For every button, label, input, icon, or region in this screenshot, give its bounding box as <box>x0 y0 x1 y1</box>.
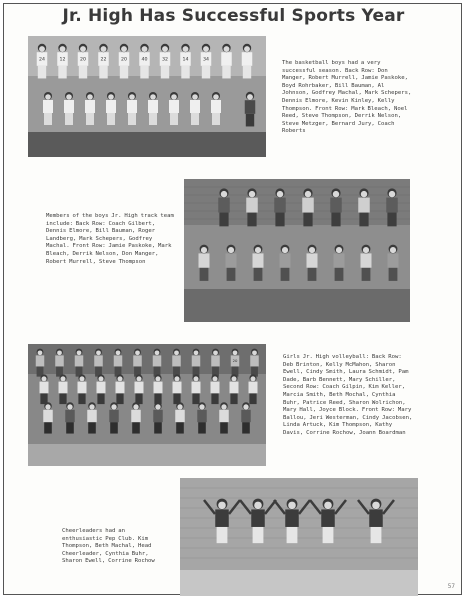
track-athlete <box>226 245 237 281</box>
track-athlete <box>358 188 370 226</box>
basketball-player <box>106 92 116 125</box>
track-athlete <box>334 245 345 281</box>
track-athlete <box>302 188 314 226</box>
track-athlete <box>330 188 342 226</box>
track-team-photo <box>184 179 410 322</box>
jersey-number: 32 <box>161 57 169 63</box>
basketball-player <box>85 92 95 125</box>
volleyball-player <box>250 349 259 377</box>
jersey-number: 24 <box>38 57 46 63</box>
basketball-player <box>98 44 109 79</box>
volleyball-player <box>241 402 251 433</box>
cheerleader <box>285 499 299 544</box>
volleyball-player <box>231 349 240 377</box>
volleyball-player <box>211 374 220 404</box>
track-athlete <box>246 188 258 226</box>
basketball-team-photo <box>28 36 266 157</box>
volleyball-player <box>154 374 163 404</box>
basketball-player <box>78 44 89 79</box>
volleyball-player <box>131 402 141 433</box>
basketball-player <box>148 92 158 125</box>
track-athlete <box>388 245 399 281</box>
cheerleader <box>321 499 335 544</box>
basketball-player <box>139 44 150 79</box>
volleyball-player <box>40 374 49 404</box>
volleyball-player <box>114 349 123 377</box>
volleyball-team-photo <box>28 344 266 466</box>
volleyball-player <box>36 349 45 377</box>
basketball-player <box>37 44 48 79</box>
jersey-number: 20 <box>232 358 238 364</box>
volleyball-player <box>59 374 68 404</box>
basketball-player <box>211 92 221 125</box>
basketball-player <box>127 92 137 125</box>
cheerleader <box>251 499 265 544</box>
jersey-number: 22 <box>100 57 107 63</box>
track-athlete <box>280 245 291 281</box>
track-athlete <box>386 188 398 226</box>
volleyball-player <box>43 402 53 433</box>
basketball-player <box>169 92 179 125</box>
volleyball-player <box>153 402 163 433</box>
basketball-player <box>221 44 232 79</box>
basketball-player <box>180 44 191 79</box>
cheerleader <box>369 499 383 544</box>
volleyball-player <box>192 349 201 377</box>
volleyball-player <box>109 402 119 433</box>
track-caption: Members of the boys Jr. High track team include: Back Row: Coach Gilbert, Dennis Elmore, Bill Bauman, Roger Landberg, Mark Schepers, Godfrey Machal. Front Row: Jamie Paskoke, Mark Bleach, Derrik Nelson, Don Manger, Robert Murrell, Steve Thompson <box>46 213 174 265</box>
jersey-number: 14 <box>182 57 189 63</box>
volleyball-player <box>153 349 162 377</box>
volleyball-player <box>135 374 144 404</box>
volleyball-player <box>94 349 103 377</box>
volleyball-player <box>65 402 75 433</box>
volleyball-player <box>172 349 181 377</box>
volleyball-player <box>55 349 64 377</box>
basketball-player <box>119 44 130 79</box>
jersey-number: 40 <box>141 57 148 63</box>
volleyball-player <box>78 374 87 404</box>
page-number: 57 <box>447 583 455 590</box>
volleyball-player <box>87 402 97 433</box>
basketball-player <box>201 44 212 79</box>
track-athlete <box>199 245 210 281</box>
volleyball-player <box>197 402 207 433</box>
page-title: Jr. High Has Successful Sports Year <box>62 6 405 26</box>
basketball-player <box>242 44 253 79</box>
basketball-player <box>57 44 68 79</box>
jersey-number: 12 <box>59 57 66 63</box>
jersey-number: 20 <box>120 57 128 63</box>
basketball-player <box>43 92 53 125</box>
track-athlete <box>253 245 264 281</box>
volleyball-player <box>219 402 229 433</box>
basketball-caption: The basketball boys had a very successful season. Back Row: Don Manger, Robert Murrell, Jamie Paskoke, Boyd Rohrbaker, Bill Bauman, Al Johnson, Godfrey Machal, Mark Schepers, Dennis Elmore, Kevin Kinley, Kelly Thompson. Front Row: Mark Bleach, Noel Reed, Steve Thompson, Derrik Nelson, Steve Metzger, Bernard Jury, Coach Roberts <box>282 60 412 135</box>
volleyball-player <box>175 402 185 433</box>
track-athlete <box>307 245 318 281</box>
basketball-player <box>160 44 171 79</box>
jersey-number: 34 <box>202 57 210 63</box>
volleyball-player <box>97 374 106 404</box>
basketball-player <box>190 92 200 125</box>
cheerleaders-caption: Cheerleaders had an enthusiastic Pep Club. Kim Thompson, Beth Machal, Head Cheerleader, Cynthia Buhr, Sharon Ewell, Corrine Rochow <box>62 528 155 565</box>
volleyball-player <box>211 349 220 377</box>
volleyball-player <box>192 374 201 404</box>
track-athlete <box>218 188 230 226</box>
jersey-number: 20 <box>79 57 87 63</box>
volleyball-caption: Girls Jr. High volleyball: Back Row: Deb Brinton, Kelly McMahon, Sharon Ewell, Cindy Smith, Laura Schmidt, Pam Dade, Barb Bennett, Mary Schiller, Second Row: Coach Gilpin, Kim Keller, Marcia Smith, Beth Mochal, Cynthia Buhr, Patrice Reed, Sharon Wolrichon, Mary Hall, Joyce Block. Front Row: Mary Ballou, Jeri Westerman, Cindy Jacobsen, Linda Artuck, Kim Thompson, Kathy Davis, Corrine Rochow, Joann Boardman <box>283 354 413 436</box>
volleyball-player <box>116 374 125 404</box>
volleyball-player <box>75 349 84 377</box>
volleyball-player <box>133 349 142 377</box>
track-athlete <box>274 188 286 226</box>
cheerleader <box>215 499 229 544</box>
cheerleaders-photo <box>180 478 418 596</box>
volleyball-player <box>173 374 182 404</box>
coach <box>245 92 256 127</box>
volleyball-player <box>230 374 239 404</box>
volleyball-player <box>249 374 258 404</box>
track-athlete <box>361 245 372 281</box>
basketball-player <box>64 92 74 125</box>
